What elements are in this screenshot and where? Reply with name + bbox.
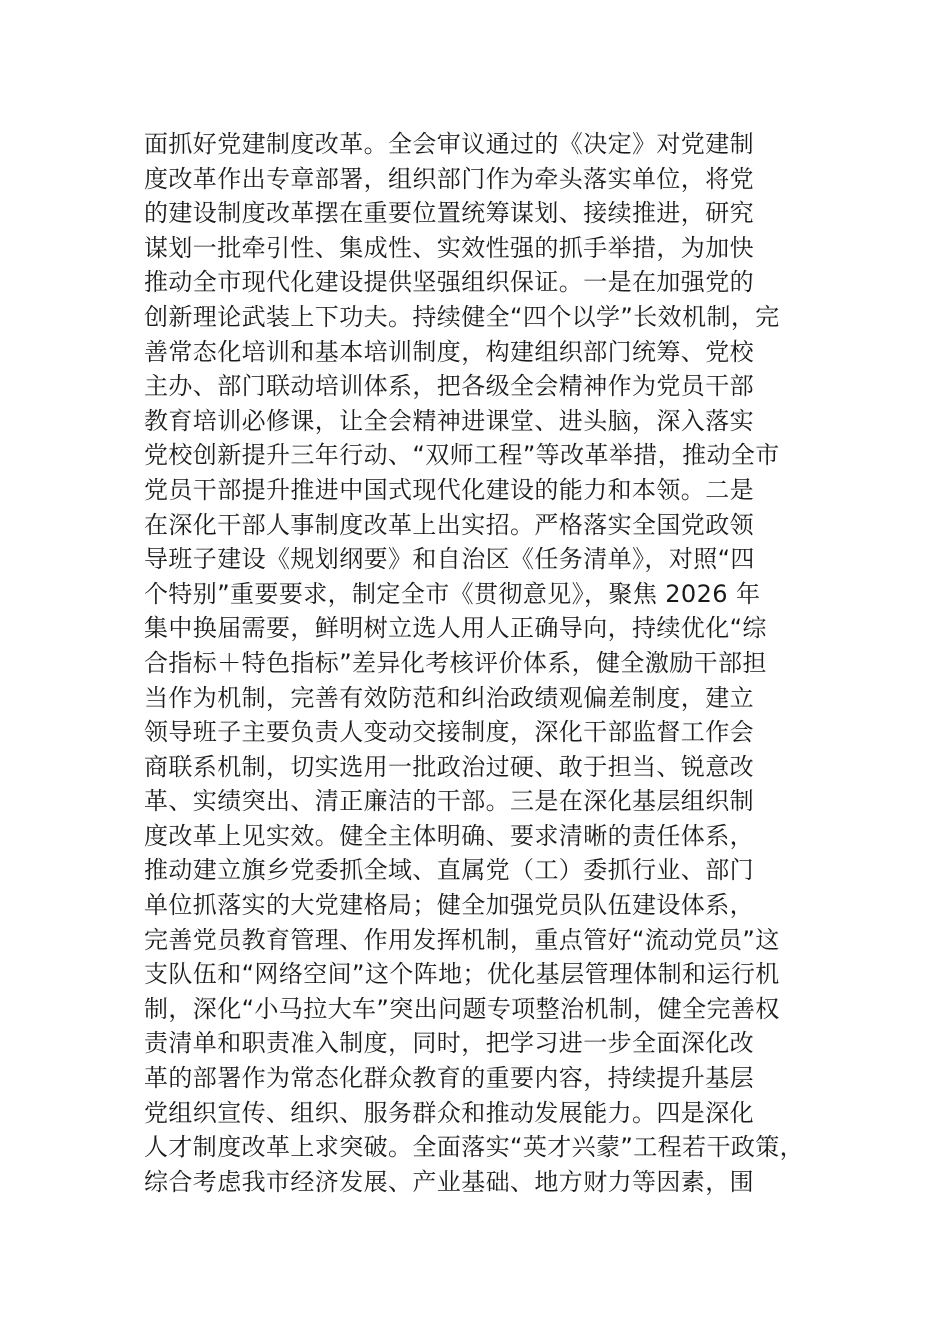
text-line: 主办、部门联动培训体系，把各级全会精神作为党员干部 bbox=[144, 372, 754, 401]
text-line: 教育培训必修课，让全会精神进课堂、进头脑，深入落实 bbox=[144, 406, 754, 435]
text-line: 当作为机制，完善有效防范和纠治政绩观偏差制度，建立 bbox=[144, 683, 754, 712]
text-line: 制，深化“小马拉大车”突出问题专项整治机制，健全完善权 bbox=[144, 994, 780, 1023]
text-line: 党员干部提升推进中国式现代化建设的能力和本领。二是 bbox=[144, 475, 754, 504]
text-line: 革、实绩突出、清正廉洁的干部。三是在深化基层组织制 bbox=[144, 787, 754, 816]
text-line: 在深化干部人事制度改革上出实招。严格落实全国党政领 bbox=[144, 510, 754, 539]
text-line: 的建设制度改革摆在重要位置统筹谋划、接续推进，研究 bbox=[144, 199, 754, 228]
text-line: 面抓好党建制度改革。全会审议通过的《决定》对党建制 bbox=[144, 130, 754, 158]
text-line: 推动全市现代化建设提供坚强组织保证。一是在加强党的 bbox=[144, 268, 754, 297]
text-line: 综合考虑我市经济发展、产业基础、地方财力等因素，围 bbox=[144, 1167, 754, 1196]
text-line: 善常态化培训和基本培训制度，构建组织部门统筹、党校 bbox=[144, 337, 754, 366]
text-line: 支队伍和“网络空间”这个阵地；优化基层管理体制和运行机 bbox=[144, 960, 780, 989]
text-line: 度改革上见实效。健全主体明确、要求清晰的责任体系， bbox=[144, 821, 754, 850]
text-line: 完善党员教育管理、作用发挥机制，重点管好“流动党员”这 bbox=[144, 925, 780, 954]
text-line: 责清单和职责准入制度，同时，把学习进一步全面深化改 bbox=[144, 1029, 754, 1058]
text-line: 集中换届需要，鲜明树立选人用人正确导向，持续优化“综 bbox=[144, 614, 767, 643]
text-line: 商联系机制，切实选用一批政治过硬、敢于担当、锐意改 bbox=[144, 752, 754, 781]
text-line: 领导班子主要负责人变动交接制度，深化干部监督工作会 bbox=[144, 718, 754, 747]
text-line: 合指标＋特色指标”差异化考核评价体系，健全激励干部担 bbox=[144, 648, 767, 677]
text-line: 单位抓落实的大党建格局；健全加强党员队伍建设体系， bbox=[144, 891, 754, 920]
text-line: 推动建立旗乡党委抓全域、直属党（工）委抓行业、部门 bbox=[144, 856, 754, 885]
text-line: 党组织宣传、组织、服务群众和推动发展能力。四是深化 bbox=[144, 1098, 754, 1127]
text-line: 人才制度改革上求突破。全面落实“英才兴蒙”工程若干政策， bbox=[144, 1133, 805, 1162]
text-line: 个特别”重要要求，制定全市《贯彻意见》，聚焦 2026 年 bbox=[144, 579, 761, 608]
text-line: 度改革作出专章部署，组织部门作为牵头落实单位，将党 bbox=[144, 164, 754, 193]
text-line: 党校创新提升三年行动、“双师工程”等改革举措，推动全市 bbox=[144, 441, 780, 470]
text-line: 导班子建设《规划纲要》和自治区《任务清单》，对照“四 bbox=[144, 545, 755, 574]
text-line: 创新理论武装上下功夫。持续健全“四个以学”长效机制，完 bbox=[144, 302, 780, 331]
body-paragraph bbox=[144, 127, 844, 1199]
text-line: 谋划一批牵引性、集成性、实效性强的抓手举措，为加快 bbox=[144, 233, 754, 262]
text-line: 革的部署作为常态化群众教育的重要内容，持续提升基层 bbox=[144, 1064, 754, 1093]
